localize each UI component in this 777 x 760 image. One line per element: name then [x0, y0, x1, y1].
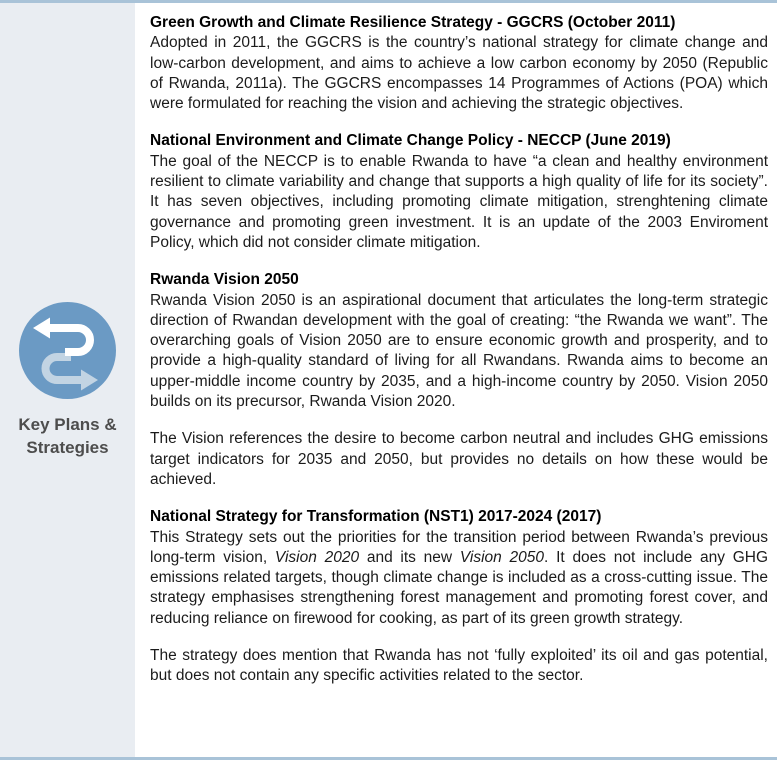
sidebar — [0, 3, 135, 757]
section-heading-nst1: National Strategy for Transformation (NST1) 2017-2024 (2017) — [150, 508, 602, 526]
section-heading-ggcrs: Green Growth and Climate Resilience Strategy - GGCRS (October 2011) — [150, 14, 676, 31]
sidebar-label-line1: Key Plans & — [18, 414, 117, 434]
section-body-vision-2050-p1: Rwanda Vision 2050 is an aspirational document that articulates the long-term strategic direction of Rwandan development with the goal of creating: “the Rwanda we want”. The overarching goals of Vision 2050 are to ensure economic growth and prosperity, and to provide a high-quality standard of living for all Rwandans. Rwanda aims to become an upper-middle income country by 2035, and a high-income country by 2050. Vision 2050 builds on its precursor, Rwanda Vision 2020. — [150, 291, 768, 411]
section-vision-2050 — [150, 270, 768, 490]
section-heading-neccp: National Environment and Climate Change Policy - NECCP (June 2019) — [150, 132, 671, 150]
section-neccp — [150, 131, 768, 253]
nst1-run-vision-2020: Vision 2020 — [274, 548, 360, 566]
section-body-nst1-p2: The strategy does mention that Rwanda has not ‘fully exploited’ its oil and gas potential, but does not contain any specific activities related to the sector. — [150, 647, 768, 685]
nst1-run-5: . It does not include any GHG emissions related targets, though climate change is included as a cross-cutting issue. The strategy emphasises strengthening forest management and promoting forest cover, and reducing reliance on firewood for cooking, as part of its green growth strategy. — [150, 548, 768, 627]
section-ggcrs — [150, 13, 768, 114]
section-body-nst1-p1 — [150, 528, 768, 629]
main-layout — [0, 3, 777, 757]
section-body-vision-2050-p2: The Vision references the desire to become carbon neutral and includes GHG emissions target indicators for 2035 and 2050, but provides no details on how these would be achieved. — [150, 430, 768, 488]
sidebar-label-line2: Strategies — [26, 437, 109, 457]
section-heading-vision-2050: Rwanda Vision 2050 — [150, 271, 299, 289]
key-plans-icon-circle — [19, 302, 116, 399]
section-body-neccp: The goal of the NECCP is to enable Rwanda to have “a clean and healthy environment resilient to climate variability and change that supports a high quality of life for its society”. It has seven objectives, including promoting climate mitigation, strenghtening climate governance and promoting green investment. It is an update of the 2003 Enviroment Policy, which did not consider climate mitigation. — [150, 152, 768, 251]
nst1-run-1: This Strategy sets out the priorities for the transition period between Rwanda’s previous long-term vision, — [150, 528, 768, 566]
nst1-run-3: and its new — [359, 548, 460, 566]
swap-arrows-icon — [19, 302, 116, 399]
nst1-run-vision-2050: Vision 2050 — [459, 548, 545, 566]
section-nst1 — [150, 507, 768, 686]
section-body-ggcrs: Adopted in 2011, the GGCRS is the country’s national strategy for climate change and low-carbon development, and aims to achieve a low carbon economy by 2050 (Republic of Rwanda, 2011a). The GGCRS encompasses 14 Programmes of Actions (POA) which were formulated for reaching the vision and achieving the strategic objectives. — [150, 34, 768, 113]
content-area — [135, 3, 777, 757]
sidebar-label — [18, 413, 116, 459]
